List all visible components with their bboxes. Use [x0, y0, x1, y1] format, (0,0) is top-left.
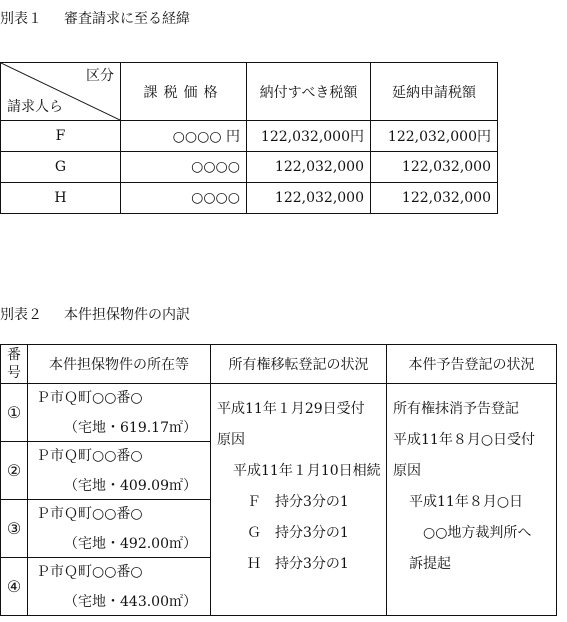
table2-header-notice: 本件予告登記の状況: [387, 345, 557, 384]
table2-header-row: [1, 345, 557, 384]
notice-line: 平成11年８月○日受付: [393, 432, 536, 448]
location-address: Ｐ市Ｑ町○○番○: [36, 505, 143, 522]
table2-header-number-line2: 号: [7, 365, 21, 381]
table1-cell-tax: 122,032,000: [247, 152, 371, 183]
table2-cell-location: [28, 384, 211, 442]
location-address: Ｐ市Ｑ町○○番○: [36, 563, 143, 580]
table2-caption-label: 別表２: [0, 307, 42, 323]
location-area: （宅地・619.17㎡）: [64, 419, 197, 436]
table1-cell-name: G: [1, 152, 121, 183]
table2-caption: [0, 304, 190, 324]
table1-cell-deferred: 122,032,000: [371, 183, 498, 214]
table2-caption-title: 本件担保物件の内訳: [64, 307, 190, 323]
table1-header-price: 課税価格: [121, 63, 247, 121]
location-area: （宅地・492.00㎡）: [64, 535, 197, 552]
table1-header-deferred: 延納申請税額: [371, 63, 498, 121]
table1-cell-deferred: 122,032,000: [371, 152, 498, 183]
location-area: （宅地・443.00㎡）: [64, 593, 197, 610]
table1-caption: [0, 8, 190, 28]
transfer-line: Ｇ 持分3分の1: [247, 525, 349, 541]
table2-cell-number: ④: [1, 558, 28, 616]
table1-header-row: [1, 63, 498, 121]
table1: [0, 62, 498, 214]
table2-cell-number: ①: [1, 384, 28, 442]
table1-header-kubun: 区分: [86, 68, 114, 84]
transfer-line: Ｆ 持分3分の1: [247, 494, 349, 510]
table1-header-seikyunin: 請求人ら: [7, 99, 63, 115]
table2-header-location: 本件担保物件の所在等: [28, 345, 211, 384]
table1-cell-deferred: 122,032,000円: [371, 121, 498, 152]
location-address: Ｐ市Ｑ町○○番○: [36, 447, 143, 464]
location-address: Ｐ市Ｑ町○○番○: [36, 389, 143, 406]
transfer-line: 原因: [217, 432, 245, 448]
table1-header-tax: 納付すべき税額: [247, 63, 371, 121]
table1-caption-label: 別表１: [0, 11, 42, 27]
table1-row: [1, 152, 498, 183]
table2-cell-location: [28, 442, 211, 500]
table2-cell-transfer: [211, 384, 387, 616]
table2-header-transfer: 所有権移転登記の状況: [211, 345, 387, 384]
table1-cell-name: F: [1, 121, 121, 152]
table2-header-number-line1: 番: [7, 347, 21, 363]
table1-diagonal-header-cell: [1, 63, 121, 121]
table2-cell-location: [28, 558, 211, 616]
table2-row: [1, 384, 557, 442]
table1-cell-price: ○○○○ 円: [121, 121, 247, 152]
transfer-line: 平成11年１月10日相続: [233, 463, 381, 479]
table1-cell-name: H: [1, 183, 121, 214]
notice-line: ○○地方裁判所へ: [423, 525, 532, 541]
notice-line: 所有権抹消予告登記: [393, 401, 519, 417]
table2-cell-number: ③: [1, 500, 28, 558]
notice-line: 原因: [393, 463, 421, 479]
transfer-line: 平成11年１月29日受付: [217, 401, 365, 417]
notice-line: 訴提起: [409, 556, 451, 572]
table2: [0, 344, 557, 616]
table1-caption-title: 審査請求に至る経緯: [64, 11, 190, 27]
table1-cell-tax: 122,032,000円: [247, 121, 371, 152]
table2-cell-notice: [387, 384, 557, 616]
location-area: （宅地・409.09㎡）: [64, 477, 197, 494]
table1-cell-price: ○○○○: [121, 183, 247, 214]
table2-header-number: [1, 345, 28, 384]
notice-line: 平成11年８月○日: [409, 494, 524, 510]
table1-row: [1, 121, 498, 152]
table1-row: [1, 183, 498, 214]
table1-cell-price: ○○○○: [121, 152, 247, 183]
table2-cell-location: [28, 500, 211, 558]
table2-cell-number: ②: [1, 442, 28, 500]
transfer-line: Ｈ 持分3分の1: [247, 556, 349, 572]
table1-cell-tax: 122,032,000: [247, 183, 371, 214]
